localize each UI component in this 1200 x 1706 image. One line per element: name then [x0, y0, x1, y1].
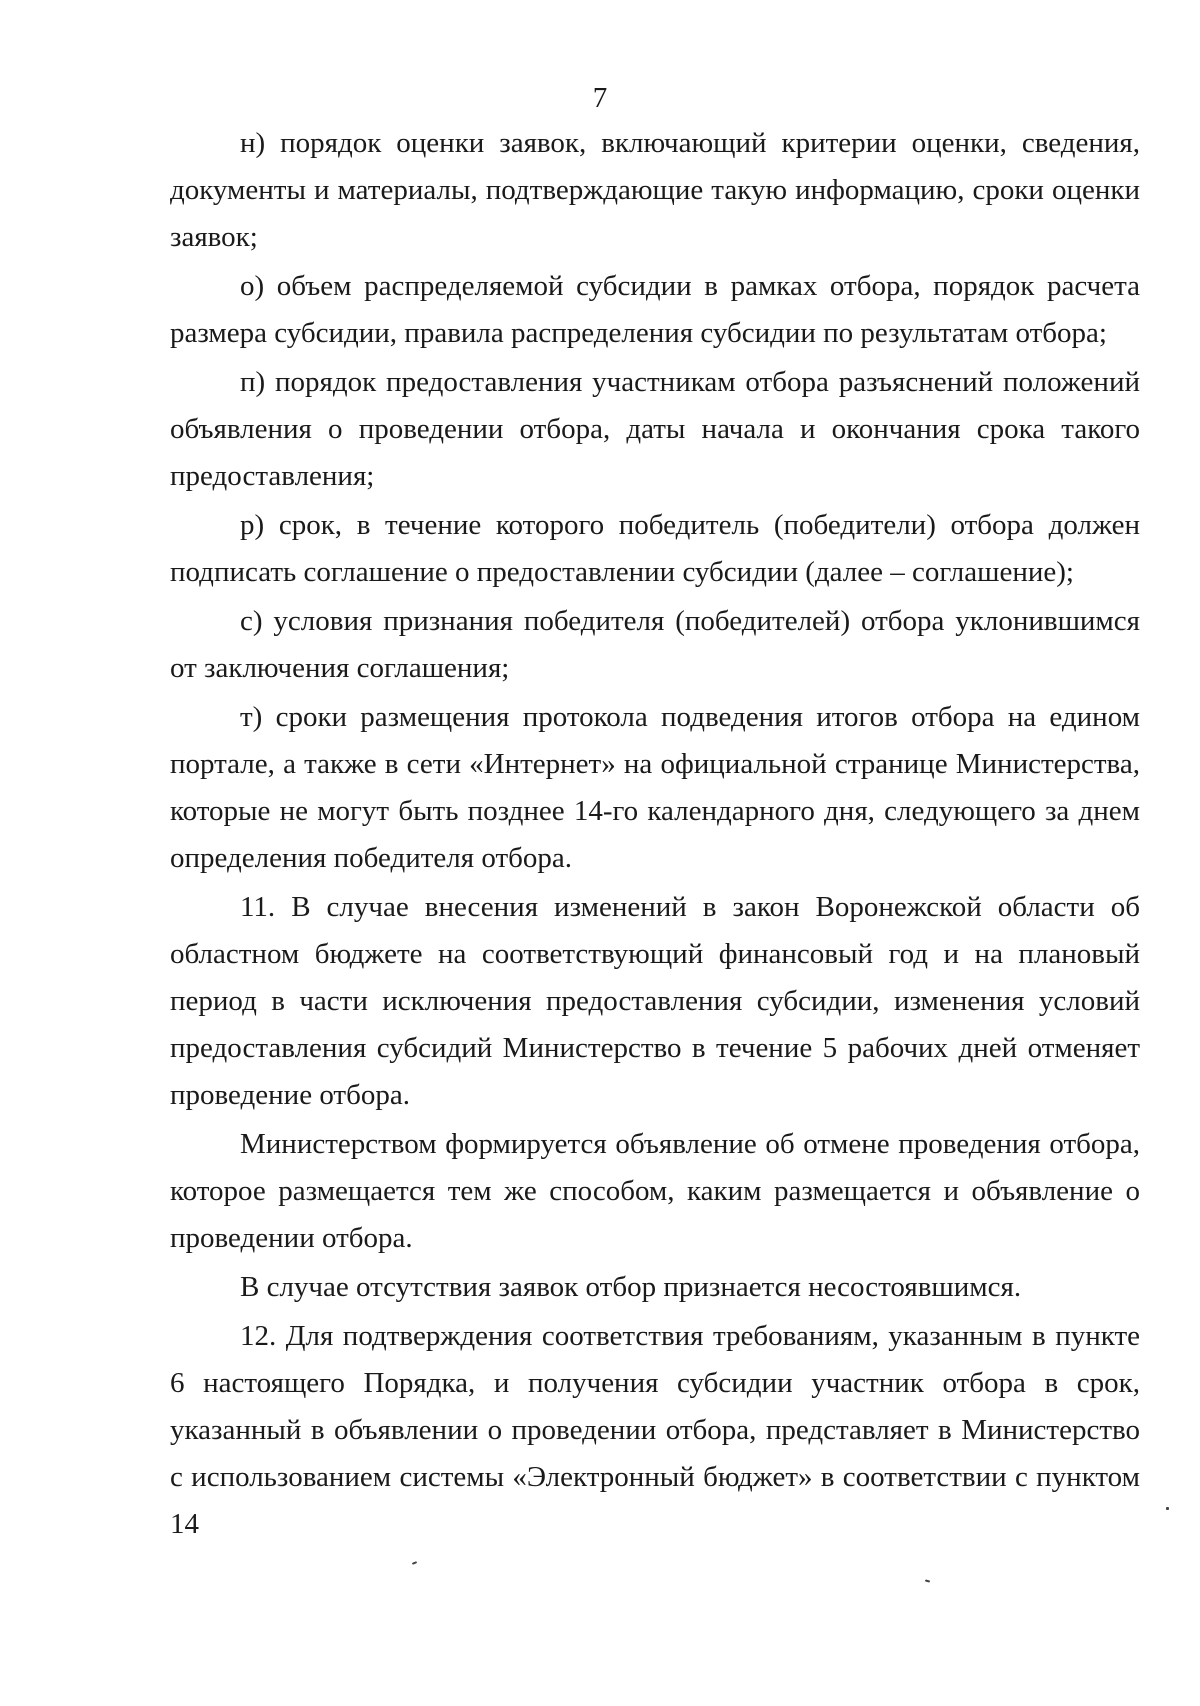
document-body	[170, 120, 1140, 1550]
paragraph-item-p: п) порядок предоставления участникам отбора разъяснений положений объявления о проведении отбора, даты начала и окончания срока такого предоставления;	[170, 366, 1140, 492]
scan-speck	[1166, 1507, 1169, 1510]
paragraph-item-r: р) срок, в течение которого победитель (победители) отбора должен подписать соглашение о предоставлении субсидии (далее – соглашение);	[170, 509, 1140, 588]
paragraph-item-o: о) объем распределяемой субсидии в рамках отбора, порядок расчета размера субсидии, правила распределения субсидии по результатам отбора;	[170, 270, 1140, 349]
paragraph-item-t: т) сроки размещения протокола подведения итогов отбора на едином портале, а также в сети «Интернет» на официальной странице Министерства, которые не могут быть позднее 14-го календарного дня, следующего за днем определения победителя отбора.	[170, 701, 1140, 874]
page-number: 7	[592, 82, 608, 114]
paragraph-clause-11: 11. В случае внесения изменений в закон Воронежской области об областном бюджете на соответствующий финансовый год и на плановый период в части исключения предоставления субсидии, изменения условий предоставления субсидий Министерство в течение 5 рабочих дней отменяет проведение отбора.	[170, 891, 1140, 1111]
scan-speck	[925, 1579, 930, 1582]
paragraph-no-applications: В случае отсутствия заявок отбор признается несостоявшимся.	[240, 1271, 1022, 1303]
paragraph-cancel-announcement: Министерством формируется объявление об отмене проведения отбора, которое размещается тем же способом, каким размещается и объявление о проведении отбора.	[170, 1128, 1140, 1254]
paragraph-item-s: с) условия признания победителя (победителей) отбора уклонившимся от заключения соглашения;	[170, 605, 1140, 684]
scan-speck	[412, 1561, 417, 1565]
paragraph-clause-12: 12. Для подтверждения соответствия требованиям, указанным в пункте 6 настоящего Порядка, и получения субсидии участник отбора в срок, указанный в объявлении о проведении отбора, представляет в Министерство с использованием системы «Электронный бюджет» в соответствии с пунктом 14	[170, 1320, 1140, 1540]
paragraph-item-n: н) порядок оценки заявок, включающий критерии оценки, сведения, документы и материалы, подтверждающие такую информацию, сроки оценки заявок;	[170, 127, 1140, 253]
